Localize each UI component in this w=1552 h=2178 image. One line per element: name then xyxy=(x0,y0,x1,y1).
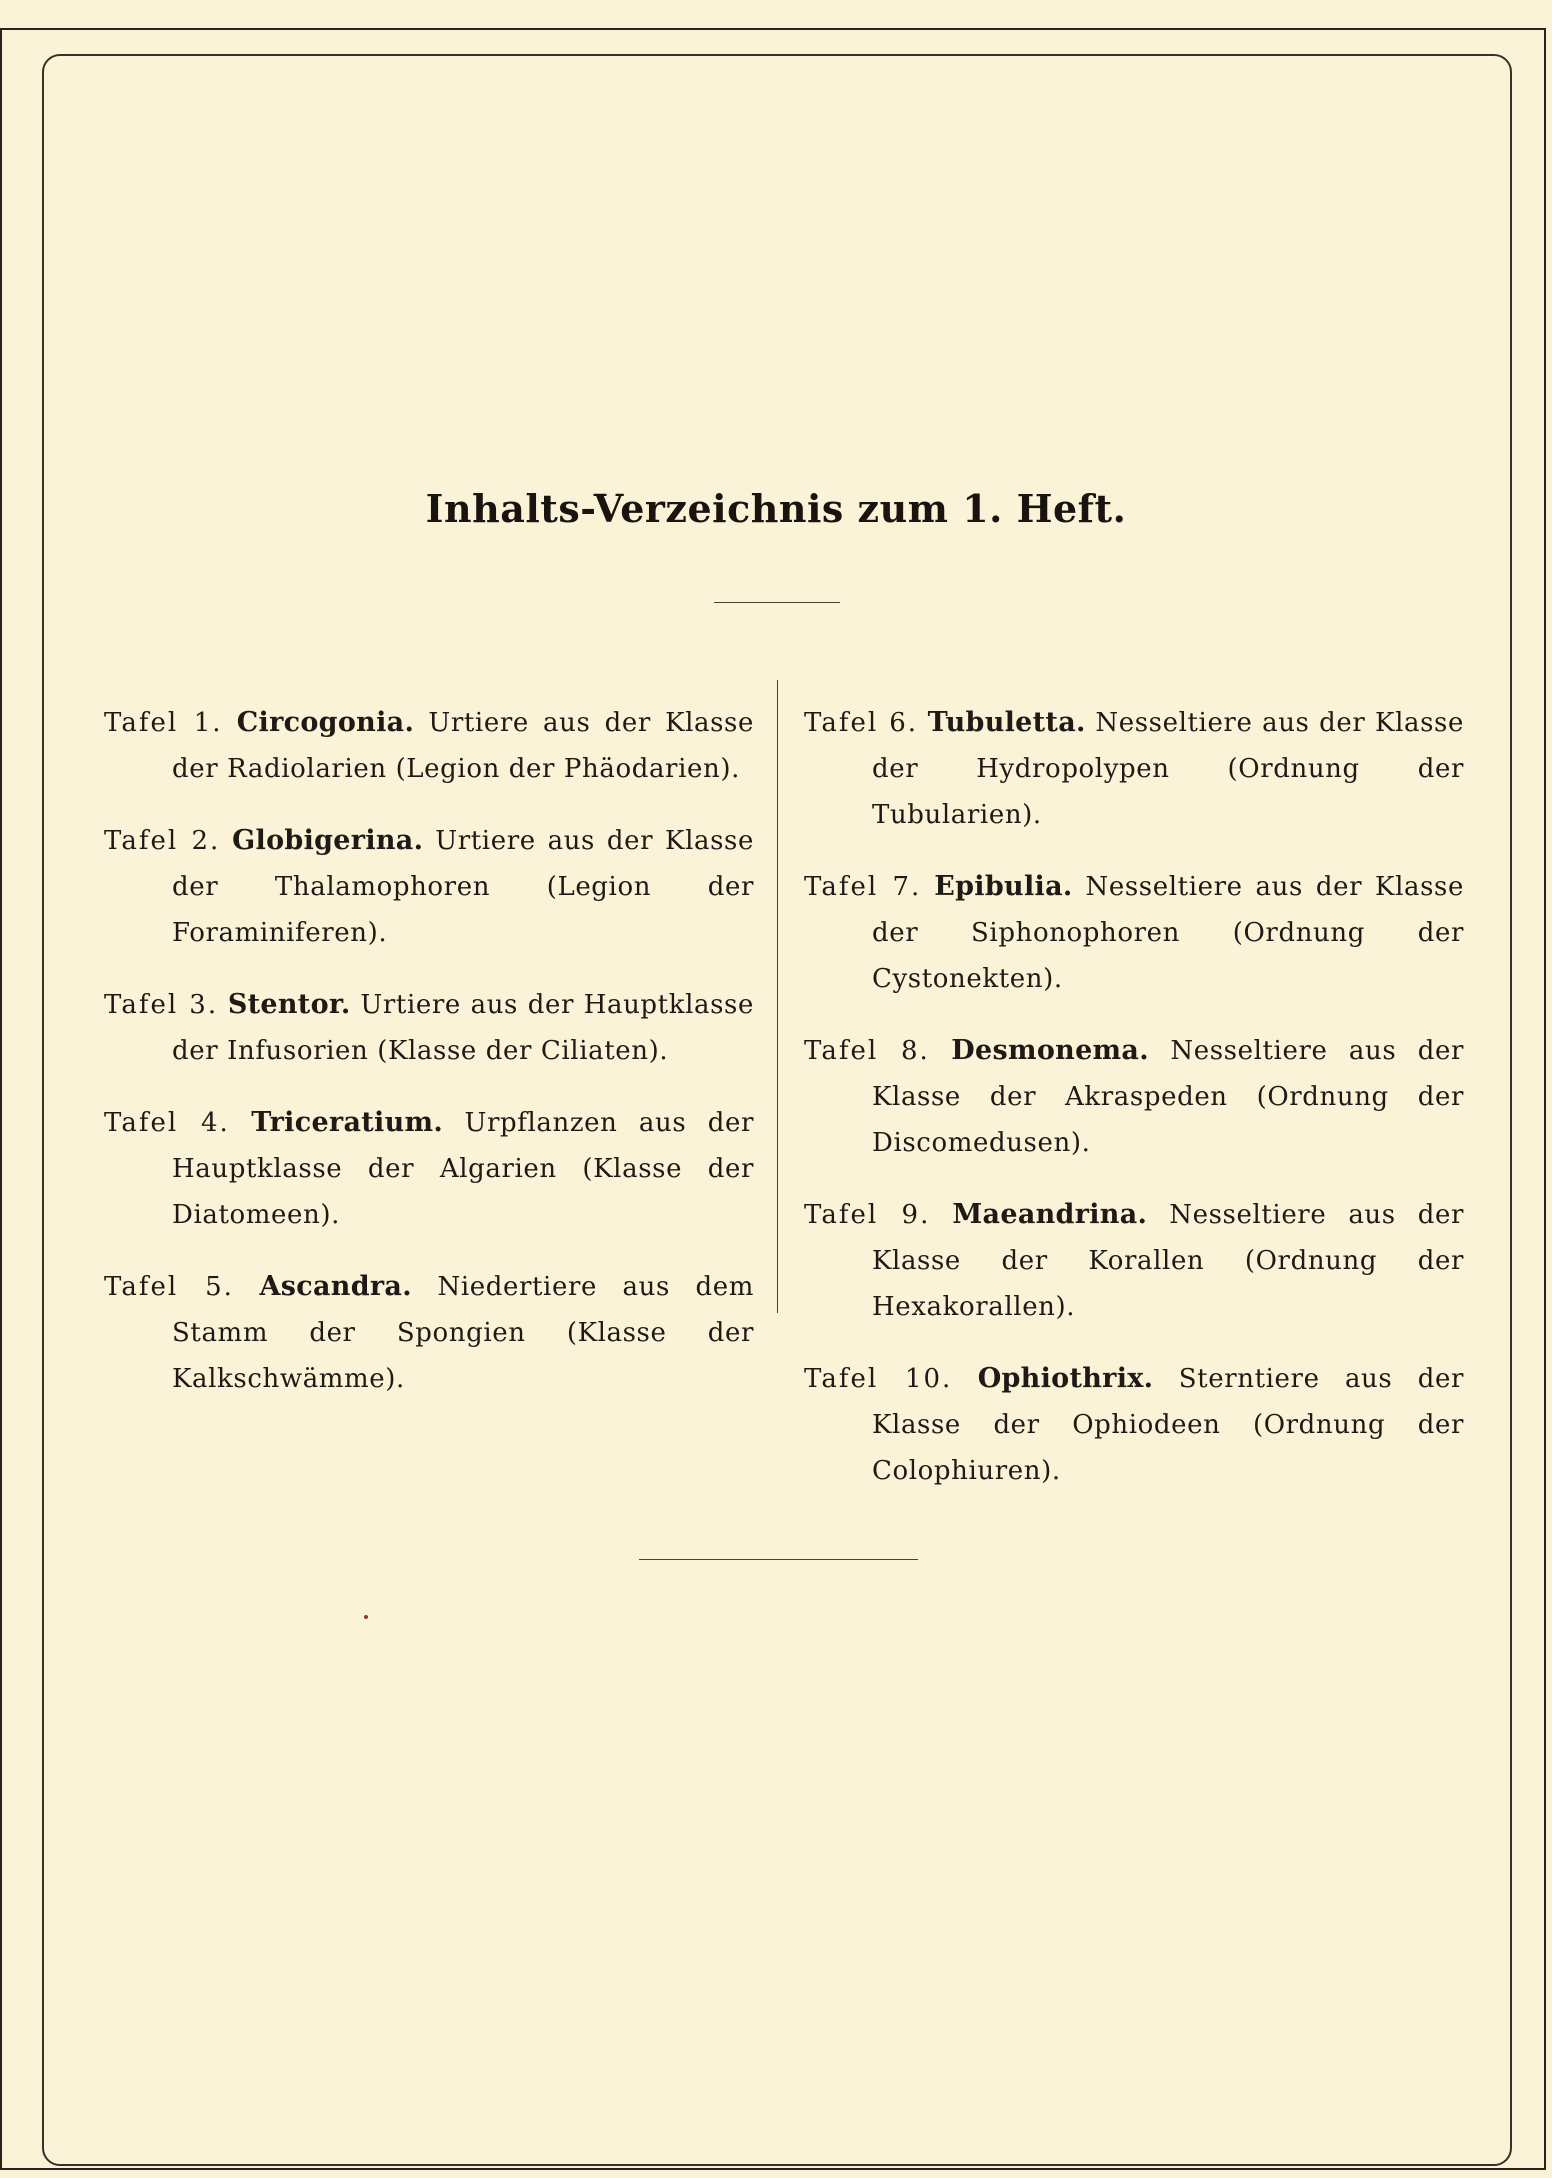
entry-description: Nesseltiere aus der Klasse der Akraspeden (Ordnung der Discomedusen). xyxy=(872,1036,1464,1158)
entry-description: Nesseltiere aus der Klasse der Hydropolypen (Ordnung der Tubularien). xyxy=(872,708,1464,830)
genus-name: Globigerina. xyxy=(232,825,424,856)
paper-speck xyxy=(364,1615,368,1619)
entry-description: Urtiere aus der Hauptklasse der Infusorien (Klasse der Ciliaten). xyxy=(172,990,754,1066)
entry-description: Nesseltiere aus der Klasse der Siphonophoren (Ordnung der Cystonekten). xyxy=(872,872,1464,994)
plate-label: Tafel 2. xyxy=(104,826,221,856)
toc-entry xyxy=(104,700,754,792)
genus-name: Epibulia. xyxy=(934,871,1073,902)
plate-label: Tafel 8. xyxy=(804,1036,930,1066)
toc-entry xyxy=(104,1100,754,1238)
toc-entry xyxy=(804,700,1464,838)
genus-name: Stentor. xyxy=(227,989,351,1020)
genus-name: Ophiothrix. xyxy=(977,1363,1154,1394)
toc-entry xyxy=(804,1028,1464,1166)
genus-name: Ascandra. xyxy=(259,1271,412,1302)
page-title: Inhalts-Verzeichnis zum 1. Heft. xyxy=(425,486,1127,531)
plate-label: Tafel 9. xyxy=(804,1200,931,1230)
genus-name: Tubuletta. xyxy=(927,707,1086,738)
toc-entry xyxy=(104,818,754,956)
entry-description: Urpflanzen aus der Hauptklasse der Algarien (Klasse der Diatomeen). xyxy=(172,1108,754,1230)
genus-name: Triceratium. xyxy=(251,1107,444,1138)
toc-entry xyxy=(804,864,1464,1002)
left-column xyxy=(104,674,754,1422)
column-divider xyxy=(777,680,778,1313)
entry-description: Niedertiere aus dem Stamm der Spongien (Klasse der Kalkschwämme). xyxy=(172,1272,754,1394)
toc-entry xyxy=(104,1264,754,1402)
plate-label: Tafel 3. xyxy=(104,990,219,1020)
plate-label: Tafel 1. xyxy=(104,708,223,738)
plate-label: Tafel 5. xyxy=(104,1272,234,1302)
plate-label: Tafel 6. xyxy=(804,708,919,738)
genus-name: Circogonia. xyxy=(236,707,415,738)
genus-name: Desmonema. xyxy=(951,1035,1149,1066)
plate-label: Tafel 7. xyxy=(804,872,922,902)
toc-entry xyxy=(804,1192,1464,1330)
plate-label: Tafel 10. xyxy=(804,1364,953,1394)
bottom-divider xyxy=(639,1559,918,1560)
toc-entry xyxy=(804,1356,1464,1494)
entry-description: Nesseltiere aus der Klasse der Korallen (Ordnung der Hexakorallen). xyxy=(872,1200,1464,1322)
toc-entry xyxy=(104,982,754,1074)
genus-name: Maeandrina. xyxy=(952,1199,1148,1230)
entry-description: Urtiere aus der Klasse der Radiolarien (Legion der Phäodarien). xyxy=(172,708,754,784)
title-divider xyxy=(714,602,840,603)
right-column xyxy=(804,674,1464,1516)
entry-description: Sterntiere aus der Klasse der Ophiodeen (Ordnung der Colophiuren). xyxy=(872,1364,1464,1486)
entry-description: Urtiere aus der Klasse der Thalamophoren (Legion der Foraminiferen). xyxy=(172,826,754,948)
plate-label: Tafel 4. xyxy=(104,1108,230,1138)
